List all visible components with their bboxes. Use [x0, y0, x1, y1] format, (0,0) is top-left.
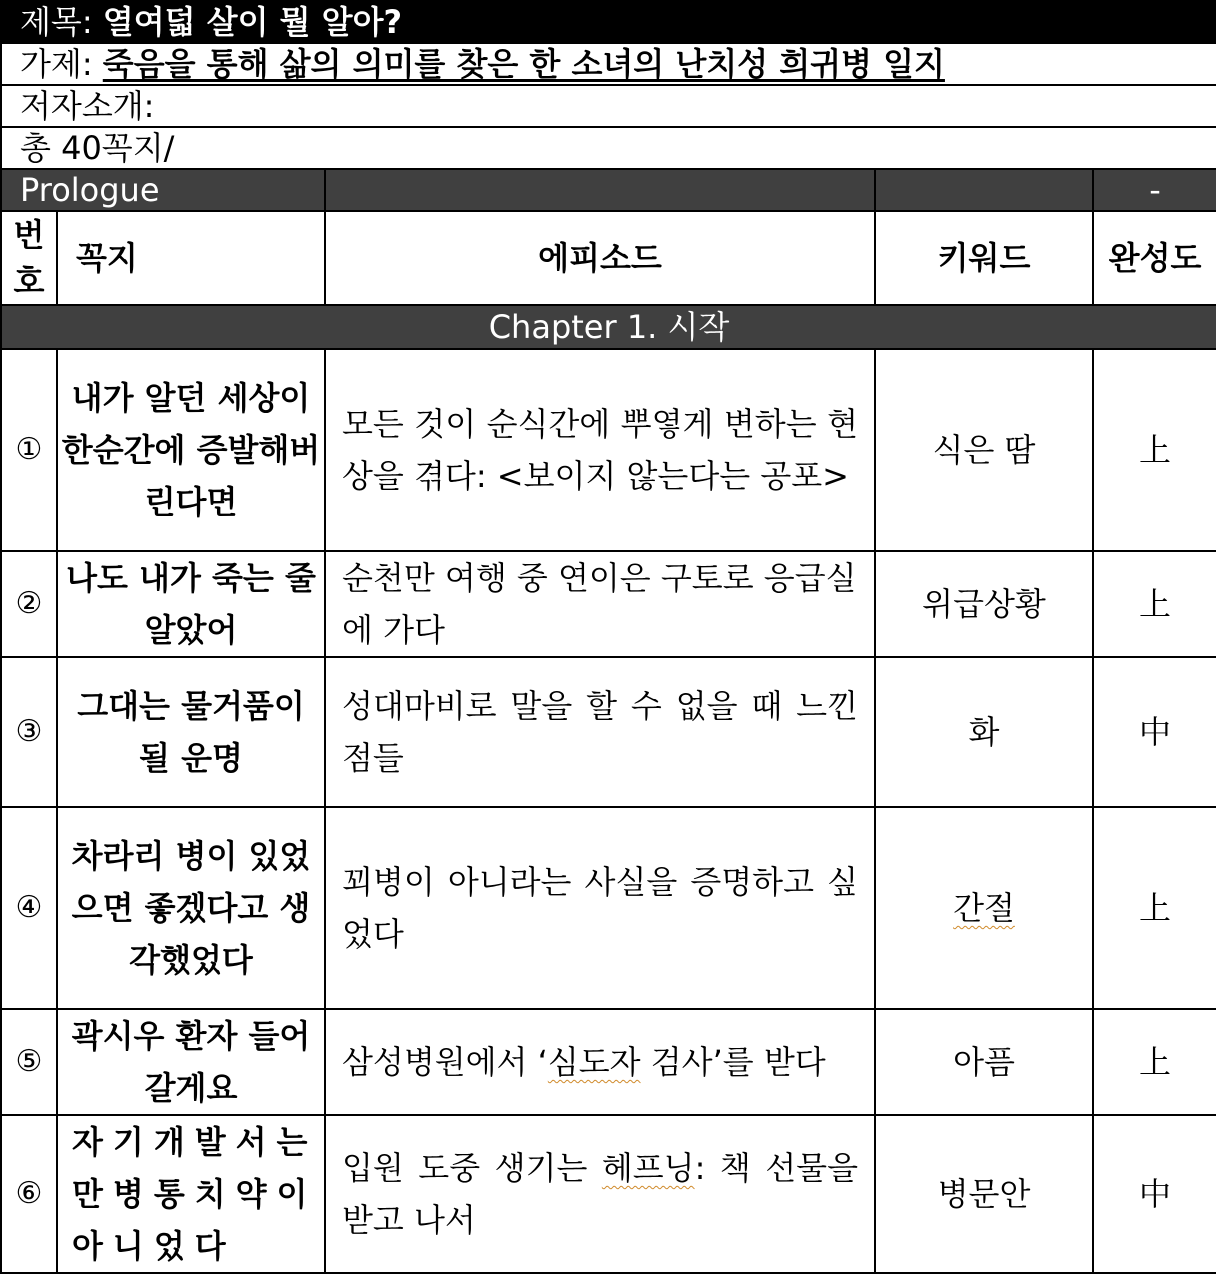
chapter-title: Chapter 1. 시작 [1, 305, 1216, 349]
book-subtitle: 죽음을 통해 삶의 의미를 찾은 한 소녀의 난치성 희귀병 일지 [102, 45, 945, 83]
keyword-cell: 위급상황 [875, 551, 1093, 657]
episode-cell: 삼성병원에서 ‘심도자 검사’를 받다 [325, 1009, 875, 1115]
row-number: ② [1, 551, 57, 657]
chapter-title-cell: 내가 알던 세상이 한순간에 증발해버린다면 [57, 349, 325, 551]
total-row [1, 127, 1216, 169]
keyword-cell: 식은 땀 [875, 349, 1093, 551]
table-row [1, 1115, 1216, 1273]
chapter-title-cell: 그대는 물거품이 될 운명 [57, 657, 325, 807]
prologue-level: - [1093, 169, 1216, 211]
prologue-keyword-cell [875, 169, 1093, 211]
author-row [1, 85, 1216, 127]
chapter-title-cell: 곽시우 환자 들어갈게요 [57, 1009, 325, 1115]
row-number: ④ [1, 807, 57, 1009]
keyword-cell: 화 [875, 657, 1093, 807]
total-count: 총 40꼭지/ [20, 129, 175, 167]
col-keyword-header: 키워드 [875, 211, 1093, 305]
col-chapter-header: 꼭지 [57, 211, 325, 305]
table-row [1, 807, 1216, 1009]
prologue-episode-cell [325, 169, 875, 211]
col-completion-header: 완성도 [1093, 211, 1216, 305]
subtitle-label: 가제: [20, 45, 93, 83]
prologue-label: Prologue [20, 171, 160, 209]
keyword-cell: 병문안 [875, 1115, 1093, 1273]
col-num-header: 번호 [1, 211, 57, 305]
keyword-cell: 아픔 [875, 1009, 1093, 1115]
completion-cell: 上 [1093, 807, 1216, 1009]
row-number: ① [1, 349, 57, 551]
completion-cell: 中 [1093, 1115, 1216, 1273]
episode-cell: 꾀병이 아니라는 사실을 증명하고 싶었다 [325, 807, 875, 1009]
col-episode-header: 에피소드 [325, 211, 875, 305]
completion-cell: 中 [1093, 657, 1216, 807]
episode-cell: 입원 도중 생기는 헤프닝: 책 선물을 받고 나서 [325, 1115, 875, 1273]
title-label: 제목: [20, 3, 93, 41]
episode-cell: 성대마비로 말을 할 수 없을 때 느낀 점들 [325, 657, 875, 807]
episode-cell: 모든 것이 순식간에 뿌옇게 변하는 현상을 겪다: <보이지 않는다는 공포> [325, 349, 875, 551]
keyword-cell [875, 807, 1093, 1009]
chapter-row [1, 305, 1216, 349]
subtitle-row [1, 43, 1216, 85]
episode-cell: 순천만 여행 중 연이은 구토로 응급실에 가다 [325, 551, 875, 657]
chapter-title-cell: 자기개발서는 만병통치약이 아니었다 [57, 1115, 325, 1273]
completion-cell: 上 [1093, 551, 1216, 657]
chapter-title-cell: 차라리 병이 있었으면 좋겠다고 생각했었다 [57, 807, 325, 1009]
title-row [1, 1, 1216, 43]
row-number: ⑤ [1, 1009, 57, 1115]
row-number: ③ [1, 657, 57, 807]
table-row [1, 349, 1216, 551]
book-title: 열여덟 살이 뭘 알아? [102, 3, 403, 41]
table-row [1, 657, 1216, 807]
author-label: 저자소개: [20, 87, 155, 125]
table-row [1, 1009, 1216, 1115]
chapter-title-cell: 나도 내가 죽는 줄 알았어 [57, 551, 325, 657]
column-header-row [1, 211, 1216, 305]
prologue-row [1, 169, 1216, 211]
keyword-text: 간절 [953, 889, 1015, 927]
completion-cell: 上 [1093, 349, 1216, 551]
completion-cell: 上 [1093, 1009, 1216, 1115]
table-row [1, 551, 1216, 657]
row-number: ⑥ [1, 1115, 57, 1273]
